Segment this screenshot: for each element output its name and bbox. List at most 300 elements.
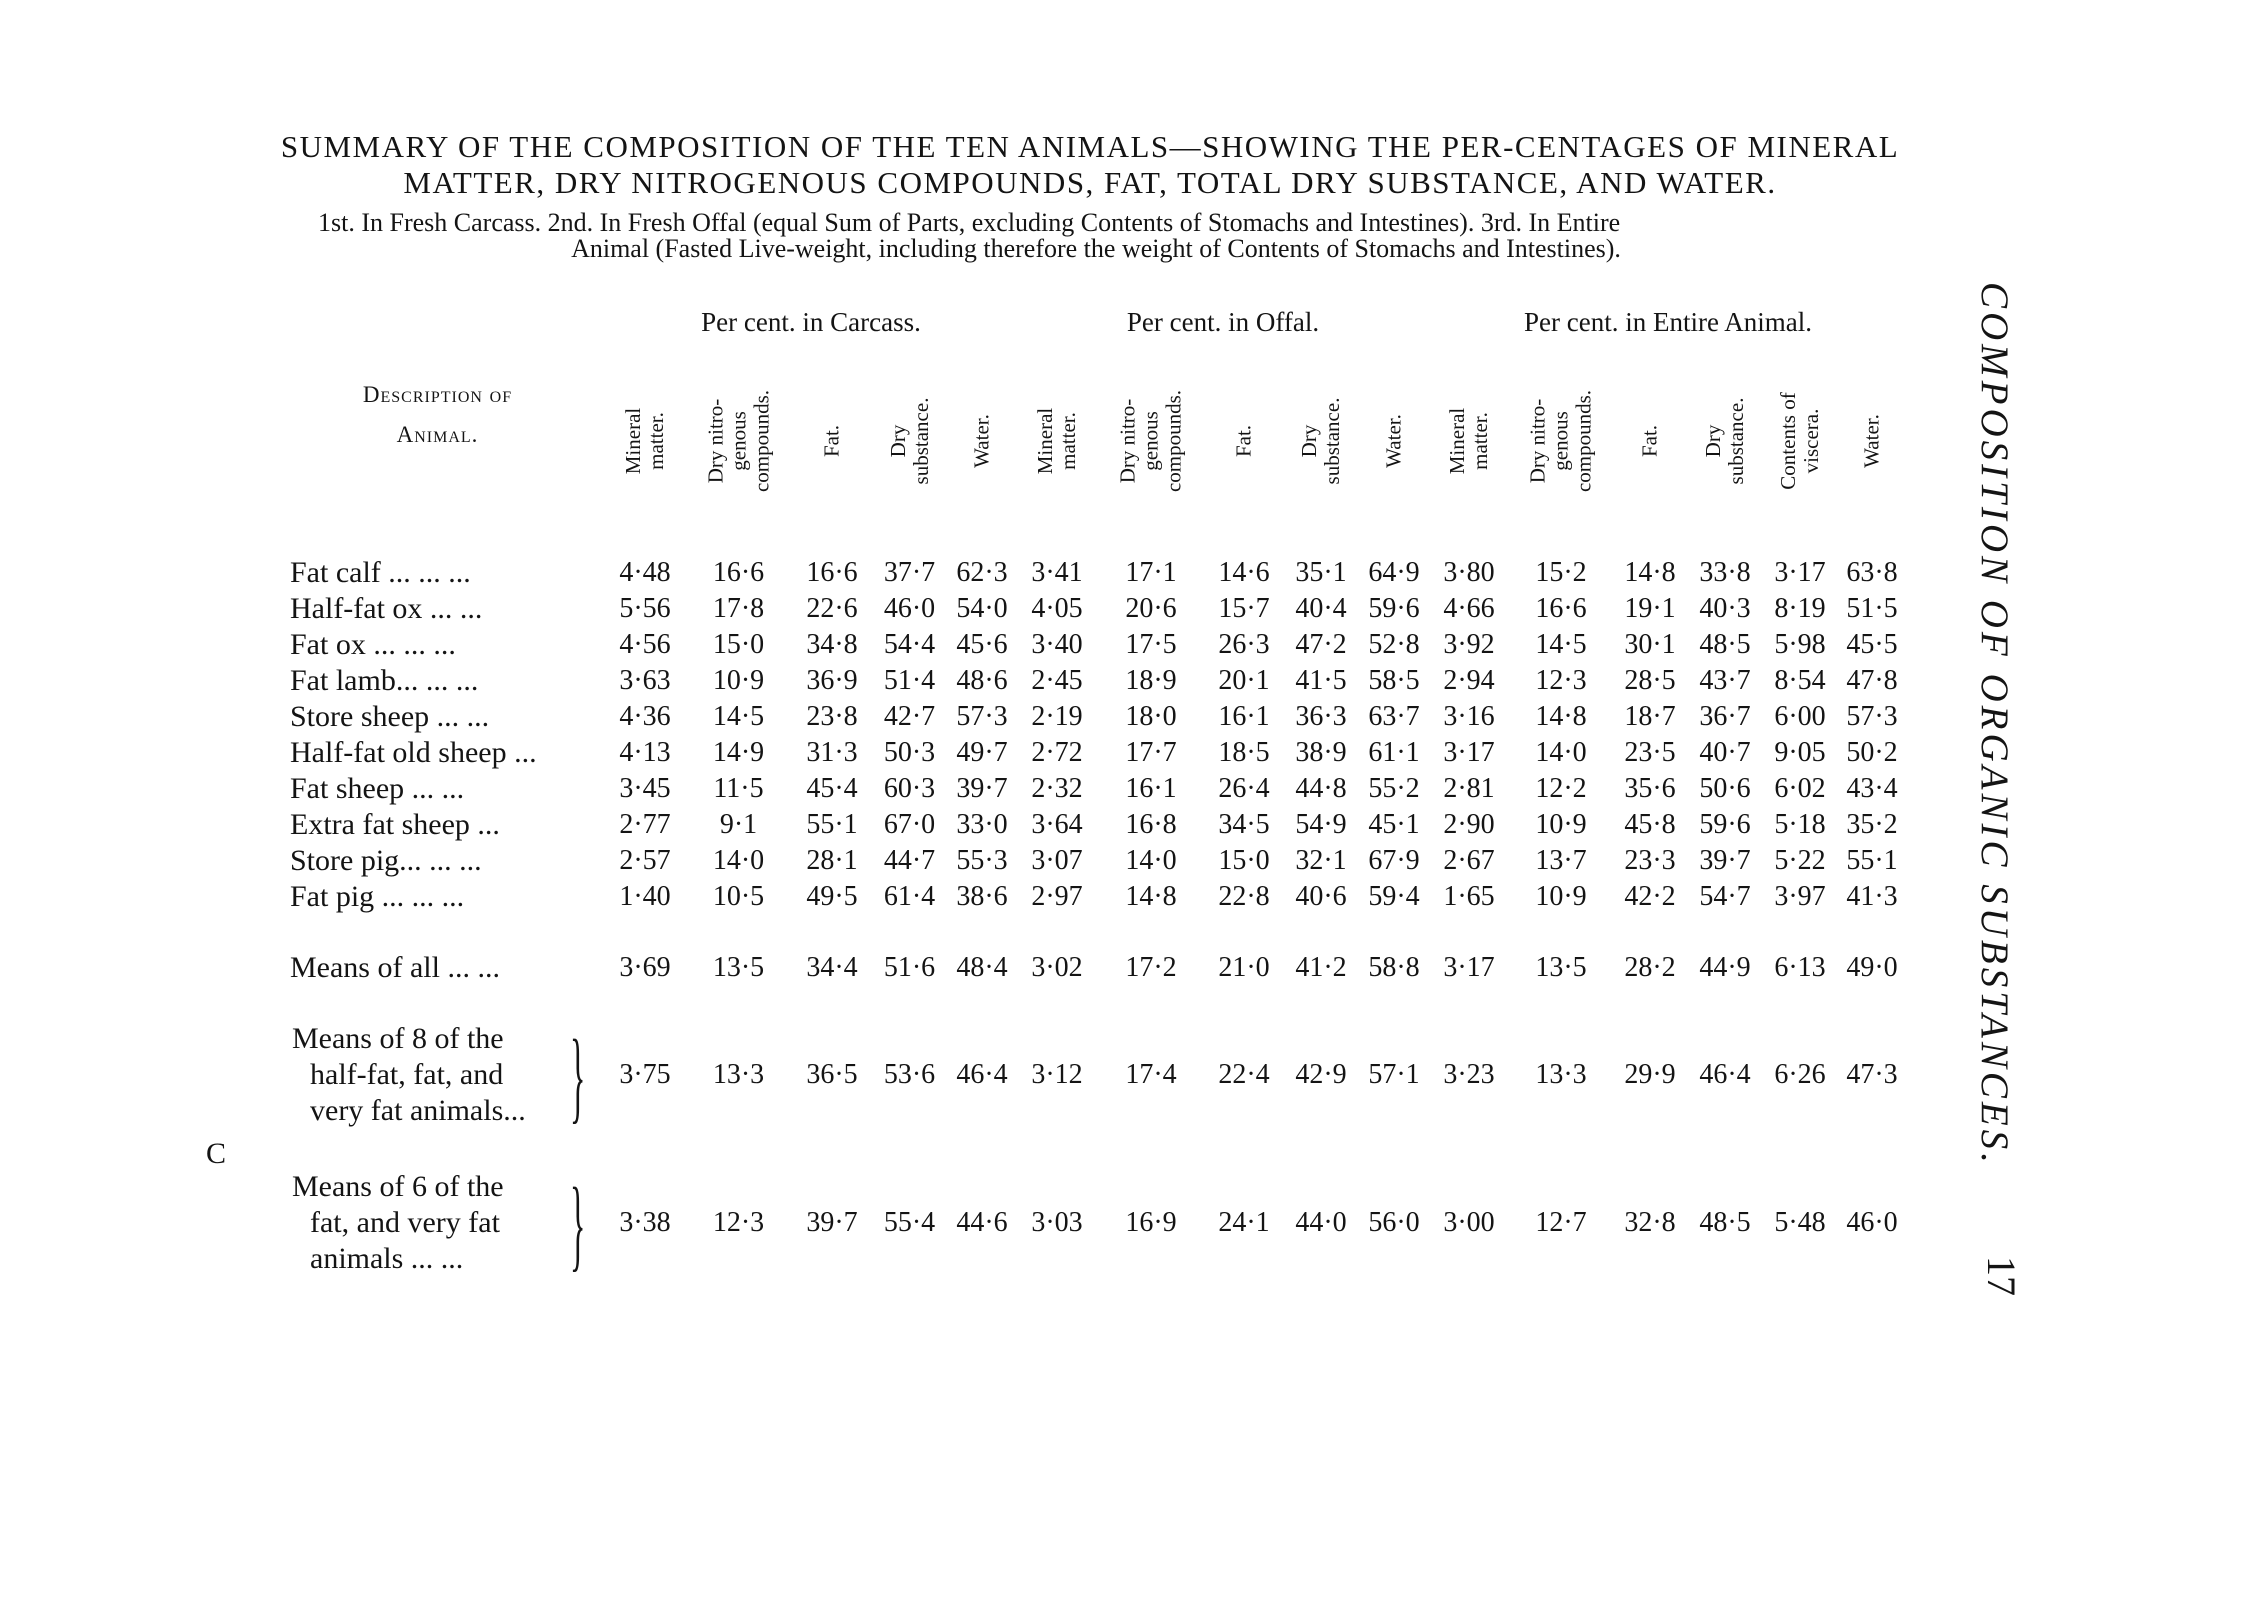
title-line-1: SUMMARY OF THE COMPOSITION OF THE TEN ANIMALS—SHOWING THE PER-CENTAGES OF MINERAL bbox=[280, 129, 1900, 164]
col-header-text bbox=[971, 414, 994, 468]
cell-value: 17·5 bbox=[1125, 629, 1177, 660]
label-lines bbox=[292, 1021, 526, 1129]
cell-value: 43·4 bbox=[1846, 773, 1898, 804]
cell-value: 35·6 bbox=[1624, 773, 1676, 804]
cell-value: 20·6 bbox=[1125, 593, 1177, 624]
col-header-offal-3 bbox=[1205, 348, 1283, 533]
cell-value: 3·17 bbox=[1443, 952, 1495, 983]
label-line: Means of 8 of the bbox=[292, 1022, 504, 1055]
group-carcass: Per cent. in Carcass. bbox=[701, 306, 921, 337]
col-header-line: Dry nitro- bbox=[1525, 398, 1550, 483]
margin-mark: C bbox=[206, 1137, 227, 1170]
cell-value: 48·6 bbox=[956, 665, 1008, 696]
cell-value: 51·6 bbox=[883, 952, 936, 983]
cell-value: 24·1 bbox=[1218, 1207, 1270, 1238]
composition-table bbox=[270, 296, 1907, 1297]
col-header-line: compounds. bbox=[749, 389, 773, 492]
cell-value: 3·80 bbox=[1443, 557, 1495, 588]
cell-value: 49·7 bbox=[956, 737, 1008, 768]
cell-value: 2·81 bbox=[1443, 773, 1495, 804]
cell-value: 42·9 bbox=[1295, 1059, 1347, 1090]
cell-value: 47·2 bbox=[1295, 629, 1347, 660]
cell-value: 38·6 bbox=[956, 881, 1008, 912]
cell-value: 33·0 bbox=[956, 809, 1008, 840]
cell-value: 55·1 bbox=[806, 809, 858, 840]
col-header-line: Mineral bbox=[621, 407, 645, 474]
cell-value: 26·3 bbox=[1218, 629, 1270, 660]
cell-value: 12·2 bbox=[1535, 773, 1587, 804]
cell-value: 15·0 bbox=[712, 629, 765, 660]
cell-value: 19·1 bbox=[1624, 593, 1676, 624]
cell-value: 3·23 bbox=[1443, 1059, 1495, 1090]
cell-value: 44·9 bbox=[1699, 952, 1751, 983]
row-label: Half-fat ox ... ... bbox=[290, 592, 483, 625]
cell-value: 3·64 bbox=[1031, 809, 1083, 840]
cell-value: 17·1 bbox=[1125, 557, 1177, 588]
col-header-line: Dry nitro- bbox=[703, 398, 727, 483]
cell-value: 3·16 bbox=[1443, 701, 1495, 732]
cell-value: 50·2 bbox=[1846, 737, 1898, 768]
col-header-line: Water. bbox=[1381, 413, 1406, 468]
cell-value: 22·6 bbox=[806, 593, 858, 624]
cell-value: 32·8 bbox=[1624, 1207, 1676, 1238]
col-header-line: Dry bbox=[1701, 424, 1725, 457]
row-label: Half-fat old sheep ... bbox=[290, 736, 537, 769]
col-header-offal-2 bbox=[1097, 348, 1205, 533]
cell-value: 28·5 bbox=[1624, 665, 1676, 696]
cell-value: 39·7 bbox=[956, 773, 1008, 804]
cell-value: 42·7 bbox=[883, 701, 936, 732]
cell-value: 13·3 bbox=[1535, 1059, 1587, 1090]
col-header-line: substance. bbox=[908, 397, 933, 484]
cell-value: 22·8 bbox=[1218, 881, 1270, 912]
cell-value: 16·1 bbox=[1125, 773, 1177, 804]
cell-value: 3·45 bbox=[619, 773, 671, 804]
cell-value: 3·12 bbox=[1031, 1059, 1083, 1090]
table-row bbox=[270, 533, 1907, 591]
cell-value: 16·6 bbox=[1535, 593, 1587, 624]
table-row bbox=[270, 663, 1907, 699]
cell-value: 44·0 bbox=[1295, 1207, 1347, 1238]
col-header-text bbox=[1639, 424, 1662, 456]
cell-value: 3·00 bbox=[1443, 1207, 1495, 1238]
cell-value: 16·8 bbox=[1125, 809, 1177, 840]
cell-value: 2·45 bbox=[1031, 665, 1083, 696]
cell-value: 48·5 bbox=[1699, 629, 1751, 660]
table-row bbox=[270, 771, 1907, 807]
col-header-line: Mineral bbox=[1445, 407, 1469, 474]
means-8-label bbox=[270, 1001, 605, 1149]
col-header-text bbox=[1861, 414, 1884, 468]
row-label: Extra fat sheep ... bbox=[290, 808, 500, 841]
cell-value: 61·4 bbox=[883, 881, 936, 912]
group-header-row bbox=[270, 296, 1907, 348]
label-line: very fat animals... bbox=[310, 1094, 526, 1127]
cell-value: 3·63 bbox=[619, 665, 671, 696]
col-header-offal-1 bbox=[1017, 348, 1097, 533]
cell-value: 61·1 bbox=[1368, 737, 1420, 768]
cell-value: 2·90 bbox=[1443, 809, 1495, 840]
cell-value: 6·00 bbox=[1774, 701, 1826, 732]
cell-value: 53·6 bbox=[883, 1059, 936, 1090]
subtitle-line-1: 1st. In Fresh Carcass. 2nd. In Fresh Offal (equal Sum of Parts, excluding Contents of Stomachs and Intestines). 3rd. In Entire bbox=[318, 208, 1621, 237]
cell-value: 59·6 bbox=[1368, 593, 1420, 624]
cell-value: 23·5 bbox=[1624, 737, 1676, 768]
cell-value: 40·7 bbox=[1699, 737, 1751, 768]
running-head bbox=[1972, 282, 2018, 1262]
col-header-line: matter. bbox=[644, 411, 668, 470]
cell-value: 41·5 bbox=[1295, 665, 1347, 696]
col-header-line: Contents of bbox=[1776, 391, 1800, 490]
cell-value: 51·5 bbox=[1846, 593, 1898, 624]
cell-value: 23·8 bbox=[806, 701, 858, 732]
cell-value: 3·97 bbox=[1774, 881, 1826, 912]
cell-value: 17·4 bbox=[1125, 1059, 1177, 1090]
table-row bbox=[270, 879, 1907, 935]
col-header-text bbox=[1298, 397, 1344, 484]
cell-value: 3·17 bbox=[1443, 737, 1495, 768]
col-header-line: matter. bbox=[1056, 411, 1080, 470]
row-label: Fat pig ... ... ... bbox=[290, 880, 465, 913]
col-header-carcass-4 bbox=[872, 348, 947, 533]
cell-value: 54·9 bbox=[1295, 809, 1347, 840]
means-all-row bbox=[270, 935, 1907, 1001]
col-header-carcass-1 bbox=[605, 348, 685, 533]
col-header-line: Water. bbox=[1859, 413, 1884, 468]
cell-value: 3·07 bbox=[1031, 845, 1083, 876]
cell-value: 48·4 bbox=[956, 952, 1008, 983]
description-header bbox=[270, 296, 605, 533]
cell-value: 40·6 bbox=[1295, 881, 1347, 912]
cell-value: 14·0 bbox=[1535, 737, 1587, 768]
cell-value: 2·94 bbox=[1443, 665, 1495, 696]
table-row bbox=[270, 699, 1907, 735]
cell-value: 45·4 bbox=[806, 773, 858, 804]
means-8-row bbox=[270, 1001, 1907, 1149]
cell-value: 2·32 bbox=[1031, 773, 1083, 804]
cell-value: 6·13 bbox=[1774, 952, 1826, 983]
cell-value: 45·5 bbox=[1846, 629, 1898, 660]
cell-value: 14·8 bbox=[1624, 557, 1676, 588]
cell-value: 33·8 bbox=[1699, 557, 1751, 588]
cell-value: 17·8 bbox=[712, 593, 765, 624]
cell-value: 34·4 bbox=[806, 952, 858, 983]
cell-value: 9·1 bbox=[719, 809, 758, 840]
cell-value: 35·2 bbox=[1846, 809, 1898, 840]
cell-value: 45·6 bbox=[956, 629, 1008, 660]
cell-value: 50·3 bbox=[883, 737, 936, 768]
cell-value: 22·4 bbox=[1218, 1059, 1270, 1090]
cell-value: 36·7 bbox=[1699, 701, 1751, 732]
cell-value: 48·5 bbox=[1699, 1207, 1751, 1238]
cell-value: 67·0 bbox=[883, 809, 936, 840]
col-header-line: Mineral bbox=[1033, 407, 1057, 474]
cell-value: 14·5 bbox=[1535, 629, 1587, 660]
cell-value: 46·0 bbox=[883, 593, 936, 624]
col-header-text bbox=[704, 389, 773, 491]
title-line-2: MATTER, DRY NITROGENOUS COMPOUNDS, FAT, TOTAL DRY SUBSTANCE, AND WATER. bbox=[403, 165, 1777, 200]
col-header-entire-1 bbox=[1429, 348, 1509, 533]
cell-value: 45·1 bbox=[1368, 809, 1420, 840]
cell-value: 1·40 bbox=[619, 881, 671, 912]
cell-value: 17·7 bbox=[1125, 737, 1177, 768]
col-header-text bbox=[1777, 392, 1823, 489]
col-header-line: compounds. bbox=[1161, 389, 1186, 492]
cell-value: 39·7 bbox=[1699, 845, 1751, 876]
cell-value: 13·5 bbox=[1535, 952, 1587, 983]
col-header-text bbox=[622, 407, 668, 473]
col-header-line: genous bbox=[1548, 410, 1573, 471]
cell-value: 3·75 bbox=[619, 1059, 671, 1090]
cell-value: 38·9 bbox=[1295, 737, 1347, 768]
col-header-text bbox=[1702, 397, 1748, 484]
cell-value: 3·02 bbox=[1031, 952, 1083, 983]
cell-value: 51·4 bbox=[883, 665, 936, 696]
cell-value: 44·6 bbox=[956, 1207, 1008, 1238]
col-header-text bbox=[1233, 424, 1256, 456]
cell-value: 67·9 bbox=[1368, 845, 1420, 876]
col-header-text bbox=[821, 424, 844, 456]
cell-value: 35·1 bbox=[1295, 557, 1347, 588]
cell-value: 10·9 bbox=[1535, 809, 1587, 840]
cell-value: 29·9 bbox=[1624, 1059, 1676, 1090]
description-header-line-2: Animal. bbox=[396, 421, 479, 447]
brace: } bbox=[570, 1017, 586, 1133]
cell-value: 2·97 bbox=[1031, 881, 1083, 912]
col-header-entire-4 bbox=[1687, 348, 1763, 533]
col-header-entire-5 bbox=[1763, 348, 1837, 533]
cell-value: 34·5 bbox=[1218, 809, 1270, 840]
cell-value: 16·1 bbox=[1218, 701, 1270, 732]
cell-value: 55·4 bbox=[883, 1207, 936, 1238]
cell-value: 32·1 bbox=[1295, 845, 1347, 876]
cell-value: 49·5 bbox=[806, 881, 858, 912]
cell-value: 55·3 bbox=[956, 845, 1008, 876]
label-line: fat, and very fat bbox=[310, 1206, 500, 1239]
cell-value: 5·18 bbox=[1774, 809, 1826, 840]
table-row bbox=[270, 807, 1907, 843]
cell-value: 23·3 bbox=[1624, 845, 1676, 876]
cell-value: 58·8 bbox=[1368, 952, 1420, 983]
col-header-offal-5 bbox=[1359, 348, 1429, 533]
description-header-line-1: Description of bbox=[362, 381, 513, 407]
cell-value: 14·5 bbox=[712, 701, 765, 732]
cell-value: 2·19 bbox=[1031, 701, 1083, 732]
row-label: Fat sheep ... ... bbox=[290, 772, 465, 805]
cell-value: 54·4 bbox=[883, 629, 936, 660]
cell-value: 9·05 bbox=[1774, 737, 1826, 768]
cell-value: 21·0 bbox=[1218, 952, 1270, 983]
cell-value: 6·26 bbox=[1774, 1059, 1826, 1090]
row-label: Fat calf ... ... ... bbox=[290, 556, 471, 589]
cell-value: 55·2 bbox=[1368, 773, 1420, 804]
cell-value: 8·54 bbox=[1774, 665, 1826, 696]
cell-value: 28·2 bbox=[1624, 952, 1676, 983]
cell-value: 4·56 bbox=[619, 629, 671, 660]
cell-value: 14·8 bbox=[1535, 701, 1587, 732]
cell-value: 18·9 bbox=[1125, 665, 1177, 696]
table-row bbox=[270, 843, 1907, 879]
col-header-line: Dry bbox=[1297, 424, 1321, 457]
means-all-label: Means of all ... ... bbox=[290, 951, 500, 984]
cell-value: 63·7 bbox=[1368, 701, 1420, 732]
cell-value: 18·0 bbox=[1125, 701, 1177, 732]
cell-value: 50·6 bbox=[1699, 773, 1751, 804]
cell-value: 14·9 bbox=[712, 737, 765, 768]
col-header-line: Dry bbox=[885, 424, 910, 457]
cell-value: 63·8 bbox=[1846, 557, 1898, 588]
cell-value: 6·02 bbox=[1774, 773, 1826, 804]
cell-value: 13·3 bbox=[712, 1059, 765, 1090]
row-label: Store pig... ... ... bbox=[290, 844, 482, 877]
cell-value: 3·03 bbox=[1031, 1207, 1083, 1238]
cell-value: 10·9 bbox=[712, 665, 765, 696]
cell-value: 54·0 bbox=[956, 593, 1008, 624]
means-6-row bbox=[270, 1149, 1907, 1297]
cell-value: 60·3 bbox=[883, 773, 936, 804]
cell-value: 14·6 bbox=[1218, 557, 1270, 588]
cell-value: 40·3 bbox=[1699, 593, 1751, 624]
cell-value: 44·8 bbox=[1295, 773, 1347, 804]
cell-value: 55·1 bbox=[1846, 845, 1898, 876]
cell-value: 4·48 bbox=[619, 557, 671, 588]
cell-value: 36·3 bbox=[1295, 701, 1347, 732]
cell-value: 5·48 bbox=[1774, 1207, 1826, 1238]
cell-value: 39·7 bbox=[806, 1207, 858, 1238]
cell-value: 2·72 bbox=[1031, 737, 1083, 768]
cell-value: 8·19 bbox=[1774, 593, 1826, 624]
cell-value: 4·05 bbox=[1031, 593, 1083, 624]
cell-value: 3·38 bbox=[619, 1207, 671, 1238]
col-header-text bbox=[1383, 414, 1406, 468]
col-header-text bbox=[887, 397, 933, 484]
col-header-text bbox=[1446, 407, 1492, 473]
cell-value: 59·6 bbox=[1699, 809, 1751, 840]
label-line: animals ... ... bbox=[310, 1242, 464, 1275]
cell-value: 3·92 bbox=[1443, 629, 1495, 660]
cell-value: 15·0 bbox=[1218, 845, 1270, 876]
col-header-line: Dry nitro- bbox=[1115, 398, 1140, 483]
col-header-line: genous bbox=[726, 410, 750, 471]
cell-value: 3·41 bbox=[1031, 557, 1083, 588]
row-label: Store sheep ... ... bbox=[290, 700, 490, 733]
table-row bbox=[270, 735, 1907, 771]
col-header-line: Fat. bbox=[819, 424, 844, 457]
cell-value: 42·2 bbox=[1624, 881, 1676, 912]
cell-value: 3·69 bbox=[619, 952, 671, 983]
cell-value: 56·0 bbox=[1368, 1207, 1420, 1238]
cell-value: 10·5 bbox=[712, 881, 765, 912]
row-label: Fat ox ... ... ... bbox=[290, 628, 456, 661]
col-header-entire-2 bbox=[1509, 348, 1613, 533]
cell-value: 20·1 bbox=[1218, 665, 1270, 696]
cell-value: 14·0 bbox=[1125, 845, 1177, 876]
page-number: 17 bbox=[1979, 1256, 2024, 1296]
cell-value: 10·9 bbox=[1535, 881, 1587, 912]
col-header-text bbox=[1034, 407, 1080, 473]
means-6-label bbox=[270, 1149, 605, 1297]
cell-value: 57·1 bbox=[1368, 1059, 1420, 1090]
cell-value: 44·7 bbox=[883, 845, 936, 876]
col-header-offal-4 bbox=[1283, 348, 1359, 533]
cell-value: 16·9 bbox=[1125, 1207, 1177, 1238]
col-header-entire-3 bbox=[1613, 348, 1687, 533]
cell-value: 57·3 bbox=[1846, 701, 1898, 732]
group-entire: Per cent. in Entire Animal. bbox=[1524, 306, 1812, 337]
cell-value: 13·7 bbox=[1535, 845, 1587, 876]
col-header-line: Water. bbox=[969, 413, 994, 468]
cell-value: 40·4 bbox=[1295, 593, 1347, 624]
col-header-text bbox=[1527, 389, 1596, 491]
cell-value: 2·77 bbox=[619, 809, 671, 840]
cell-value: 3·40 bbox=[1031, 629, 1083, 660]
cell-value: 3·17 bbox=[1774, 557, 1826, 588]
cell-value: 15·7 bbox=[1218, 593, 1270, 624]
subtitle-line-2: Animal (Fasted Live-weight, including therefore the weight of Contents of Stomachs and Intestines). bbox=[571, 234, 1621, 263]
cell-value: 47·8 bbox=[1846, 665, 1898, 696]
cell-value: 36·9 bbox=[806, 665, 858, 696]
label-lines bbox=[292, 1169, 504, 1277]
cell-value: 18·7 bbox=[1624, 701, 1676, 732]
cell-value: 4·66 bbox=[1443, 593, 1495, 624]
col-header-line: Fat. bbox=[1231, 424, 1256, 457]
col-header-carcass-2 bbox=[685, 348, 792, 533]
table-body bbox=[270, 296, 1907, 1297]
cell-value: 58·5 bbox=[1368, 665, 1420, 696]
cell-value: 17·2 bbox=[1125, 952, 1177, 983]
cell-value: 5·56 bbox=[619, 593, 671, 624]
cell-value: 12·7 bbox=[1535, 1207, 1587, 1238]
label-line: half-fat, fat, and bbox=[310, 1058, 504, 1091]
cell-value: 13·5 bbox=[712, 952, 765, 983]
cell-value: 64·9 bbox=[1368, 557, 1420, 588]
cell-value: 18·5 bbox=[1218, 737, 1270, 768]
cell-value: 46·0 bbox=[1846, 1207, 1898, 1238]
col-header-entire-6 bbox=[1837, 348, 1907, 533]
cell-value: 4·13 bbox=[619, 737, 671, 768]
cell-value: 16·6 bbox=[712, 557, 765, 588]
cell-value: 45·8 bbox=[1624, 809, 1676, 840]
row-label: Fat lamb... ... ... bbox=[290, 664, 479, 697]
cell-value: 52·8 bbox=[1368, 629, 1420, 660]
cell-value: 26·4 bbox=[1218, 773, 1270, 804]
col-header-text bbox=[1117, 389, 1186, 491]
cell-value: 34·8 bbox=[806, 629, 858, 660]
cell-value: 49·0 bbox=[1846, 952, 1898, 983]
cell-value: 46·4 bbox=[956, 1059, 1008, 1090]
cell-value: 62·3 bbox=[956, 557, 1008, 588]
cell-value: 37·7 bbox=[883, 557, 936, 588]
col-header-carcass-3 bbox=[792, 348, 872, 533]
cell-value: 12·3 bbox=[1535, 665, 1587, 696]
cell-value: 41·2 bbox=[1295, 952, 1347, 983]
cell-value: 11·5 bbox=[713, 773, 764, 804]
table-row bbox=[270, 591, 1907, 627]
cell-value: 46·4 bbox=[1699, 1059, 1751, 1090]
table-row bbox=[270, 627, 1907, 663]
cell-value: 57·3 bbox=[956, 701, 1008, 732]
col-header-line: substance. bbox=[1724, 397, 1748, 484]
cell-value: 31·3 bbox=[806, 737, 858, 768]
col-header-carcass-5 bbox=[947, 348, 1017, 533]
cell-value: 41·3 bbox=[1846, 881, 1898, 912]
cell-value: 12·3 bbox=[712, 1207, 765, 1238]
cell-value: 16·6 bbox=[806, 557, 858, 588]
col-header-line: compounds. bbox=[1571, 389, 1596, 492]
cell-value: 54·7 bbox=[1699, 881, 1751, 912]
cell-value: 5·22 bbox=[1774, 845, 1826, 876]
cell-value: 2·57 bbox=[619, 845, 671, 876]
